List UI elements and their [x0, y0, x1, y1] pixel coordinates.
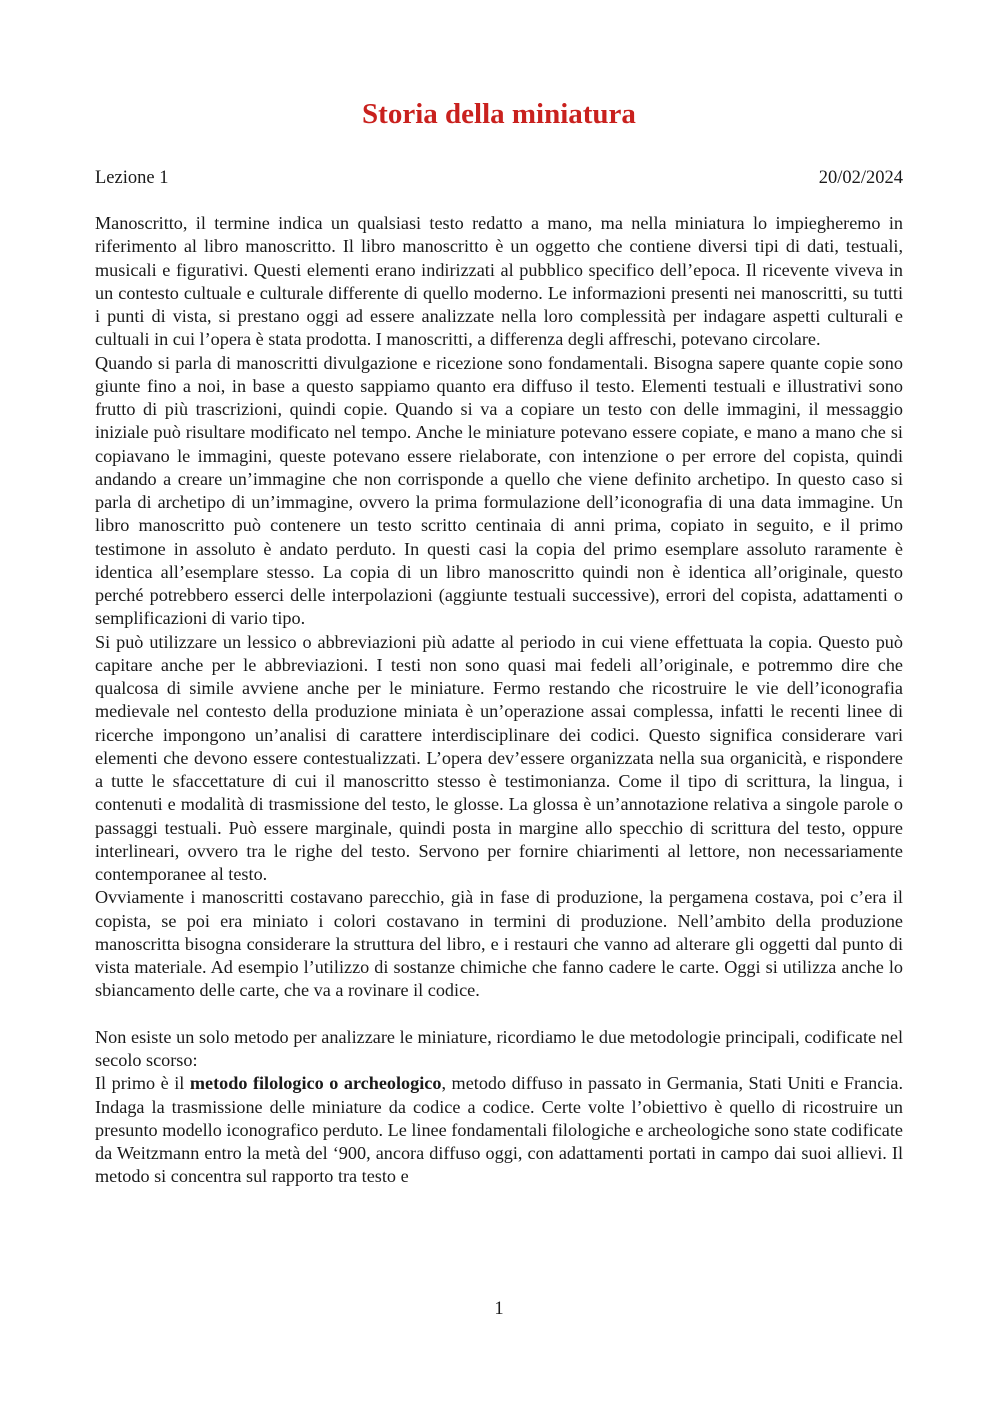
paragraph-spacer: [95, 1003, 903, 1026]
document-page: [95, 0, 903, 1414]
paragraph-4: Ovviamente i manoscritti costavano parecchio, già in fase di produzione, la pergamena costava, poi c’era il copista, se poi era miniato i colori costavano in termini di produzione. Nell’ambito della produzione manoscritta bisogna considerare la struttura del libro, e i restauri che vanno ad alterare gli oggetti dal punto di vista materiale. Ad esempio l’utilizzo di sostanze chimiche che fanno cadere le carte. Oggi si utilizza anche lo sbiancamento delle carte, che va a rovinare il codice.: [95, 887, 903, 1001]
page-number: 1: [494, 1299, 504, 1319]
method-term-bold: metodo filologico o archeologico: [189, 1073, 442, 1094]
paragraph-5: Non esiste un solo metodo per analizzare le miniature, ricordiamo le due metodologie principali, codificate nel secolo scorso:: [95, 1026, 903, 1070]
paragraph-2: Quando si parla di manoscritti divulgazione e ricezione sono fondamentali. Bisogna sapere quante copie sono giunte fino a noi, in base a questo sappiamo quanto era diffuso il testo. Elementi testuali e illustrativi sono frutto di più trascrizioni, quindi copie. Quando si va a copiare un testo con delle immagini, il messaggio iniziale può risultare modificato nel tempo. Anche le miniature potevano essere copiate, e mano a mano che si copiavano le immagini, queste potevano essere rielaborate, con intenzione o per errore del copista, quindi andando a creare un’immagine che non corrisponde a quello che viene definito archetipo. In questo caso si parla di archetipo di un’immagine, ovvero la prima formulazione dell’iconografia di una data immagine. Un libro manoscritto può contenere un testo scritto centinaia di anni prima, copiato in seguito, e il primo testimone in assoluto è andato perduto. In questi casi la copia del primo esemplare assoluto raramente è identica all’esemplare stesso. La copia di un libro manoscritto quindi non è identica all’originale, questo perché potrebbero esserci delle interpolazioni (aggiunte testuali successive), errori del copista, adattamenti o semplificazioni di vario tipo.: [95, 352, 903, 629]
lesson-header: [95, 165, 903, 191]
paragraph-6-rest: , metodo diffuso in passato in Germania, Stati Uniti e Francia. Indaga la trasmissione delle miniature da codice a codice. Certe volte l’obiettivo è quello di ricostruire un presunto modello iconografico perduto. Le linee fondamentali filologiche e archeologiche sono state codificate da Weitzmann entro la metà del ‘900, ancora diffuso oggi, con adattamenti portati in campo dai suoi allievi. Il metodo si concentra sul rapporto tra testo e: [95, 1073, 903, 1187]
document-title: Storia della miniatura: [362, 98, 636, 130]
lesson-label: Lezione 1: [95, 168, 169, 188]
paragraph-3: Si può utilizzare un lessico o abbreviazioni più adatte al periodo in cui viene effettuata la copia. Questo può capitare anche per le abbreviazioni. I testi non sono quasi mai fedeli all’originale, e potremmo dire che qualcosa di simile avviene anche per le miniature. Fermo restando che ricostruire le vie dell’iconografia medievale nel contesto della produzione miniata è un’operazione assai complessa, infatti le recenti linee di ricerche impongono un’analisi di carattere interdisciplinare dei codici. Questo significa considerare vari elementi che devono essere contestualizzati. L’opera dev’essere organizzata nella sua organicità, e rispondere a tutte le sfaccettature di cui il manoscritto stesso è testimonianza. Come il tipo di scrittura, la lingua, i contenuti e modalità di trasmissione del testo, le glosse. La glossa è un’annotazione relativa a singole parole o passaggi testuali. Può essere marginale, quindi posta in margine allo specchio di scrittura del testo, oppure interlineari, ovvero tra le righe del testo. Servono per fornire chiarimenti al lettore, non necessariamente contemporanee al testo.: [95, 631, 903, 884]
paragraph-6: [95, 1072, 903, 1188]
paragraph-6-intro: Il primo è il: [95, 1073, 190, 1094]
paragraph-1: Manoscritto, il termine indica un qualsiasi testo redatto a mano, ma nella miniatura lo impiegheremo in riferimento al libro manoscritto. Il libro manoscritto è un oggetto che contiene diversi tipi di dati, testuali, musicali e figurativi. Questi elementi erano indirizzati al pubblico specifico dell’epoca. Il ricevente viveva in un contesto cultuale e culturale differente di quello moderno. Le informazioni presenti nei manoscritti, su tutti i punti di vista, si prestano oggi ad essere analizzate nella loro complessità per indagare aspetti culturali e cultuali in cui l’opera è stata prodotta. I manoscritti, a differenza degli affreschi, potevano circolare.: [95, 213, 903, 350]
lesson-date: 20/02/2024: [818, 168, 903, 188]
document-body: [95, 212, 903, 1189]
